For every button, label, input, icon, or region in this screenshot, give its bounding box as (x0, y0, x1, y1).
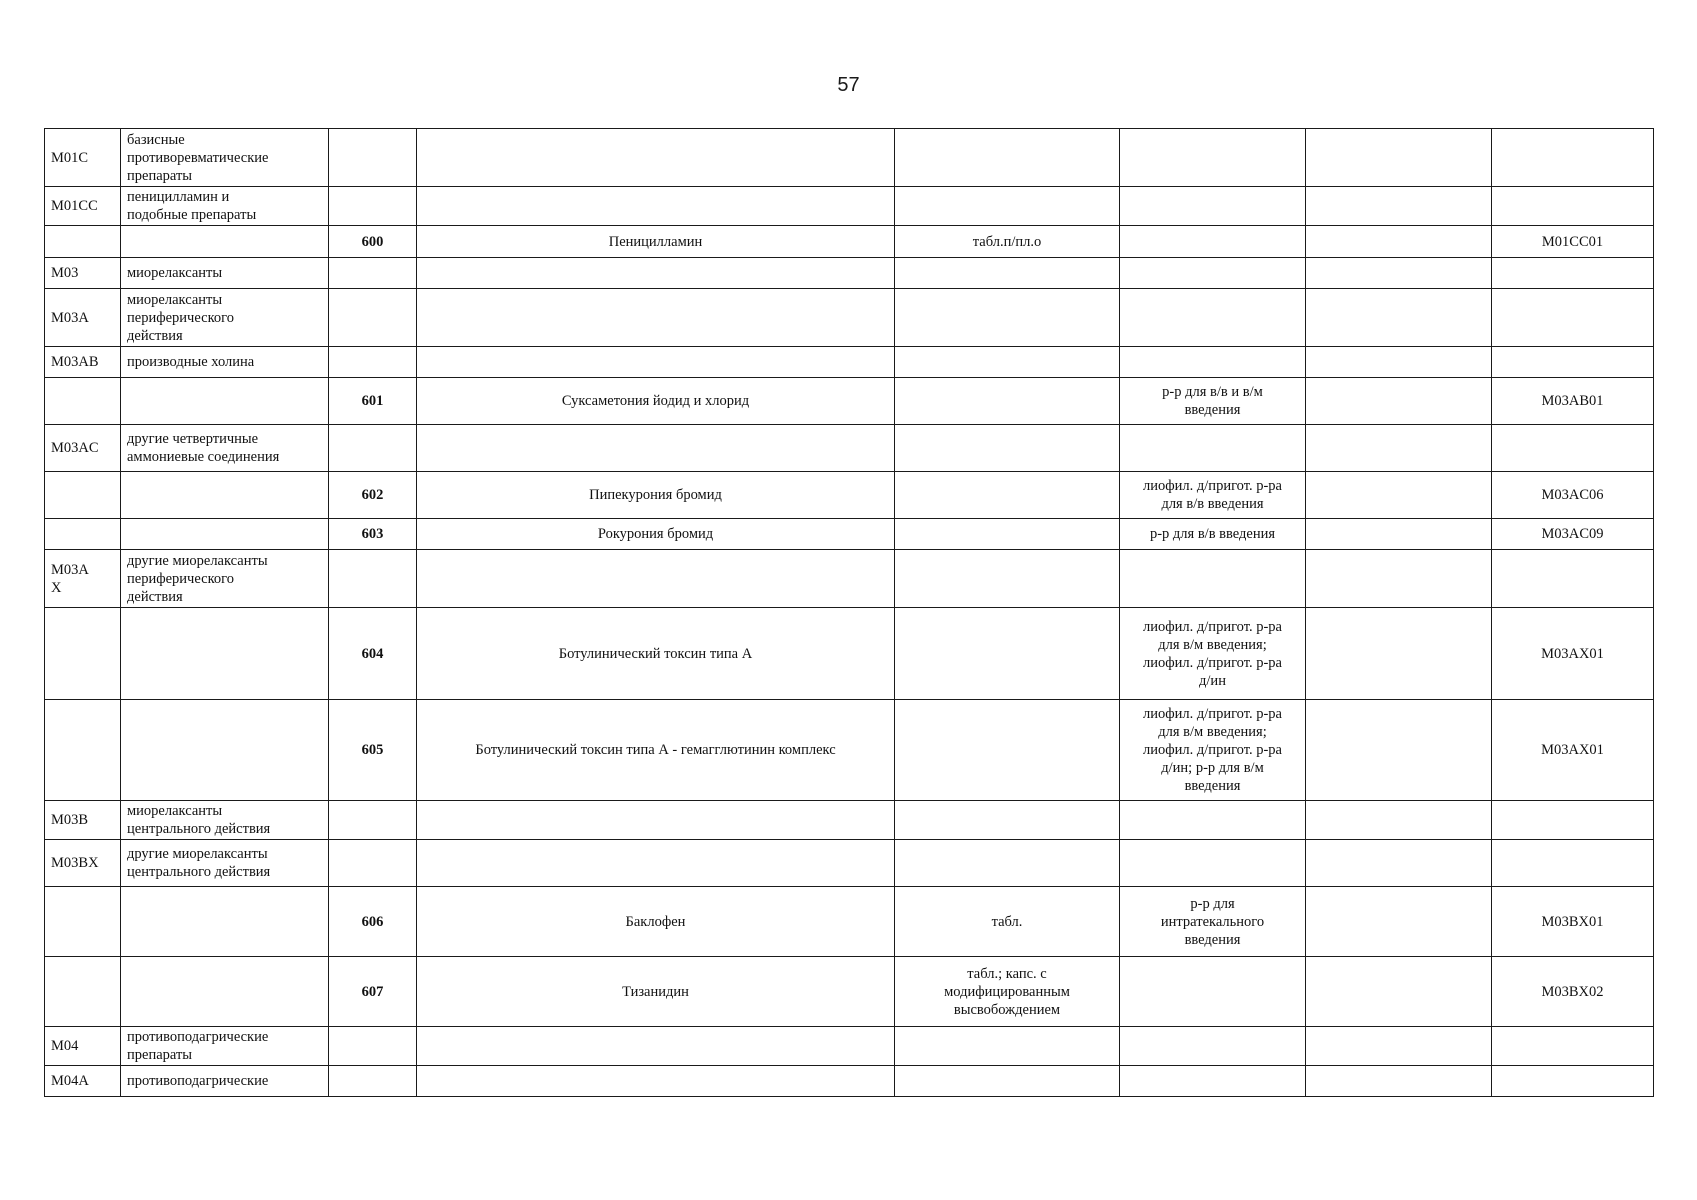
atc-group-code: M01C (45, 129, 121, 187)
dosage-form-tertiary (1306, 187, 1492, 226)
atc-group-name: противоподагрические препараты (121, 1027, 329, 1066)
table-row (45, 801, 1654, 840)
item-number: 607 (329, 957, 417, 1027)
dosage-form-secondary (1120, 289, 1306, 347)
atc-code: M03AX01 (1492, 608, 1654, 700)
dosage-form-tertiary (1306, 289, 1492, 347)
item-number: 602 (329, 472, 417, 519)
drug-name (417, 840, 895, 887)
atc-group-name: пеницилламин и подобные препараты (121, 187, 329, 226)
atc-group-name (121, 519, 329, 550)
atc-group-code (45, 957, 121, 1027)
dosage-form-tertiary (1306, 840, 1492, 887)
dosage-form-tertiary (1306, 347, 1492, 378)
dosage-form-tertiary (1306, 226, 1492, 258)
dosage-form-secondary (1120, 187, 1306, 226)
drug-name (417, 1066, 895, 1097)
dosage-form-secondary (1120, 347, 1306, 378)
table-row (45, 700, 1654, 801)
atc-code (1492, 258, 1654, 289)
atc-group-name (121, 226, 329, 258)
table-row (45, 608, 1654, 700)
atc-group-name: противоподагрические (121, 1066, 329, 1097)
atc-group-name: производные холина (121, 347, 329, 378)
table-row (45, 887, 1654, 957)
dosage-form-tertiary (1306, 425, 1492, 472)
atc-code: M03AX01 (1492, 700, 1654, 801)
table-row (45, 289, 1654, 347)
dosage-form-primary (895, 700, 1120, 801)
dosage-form-secondary (1120, 550, 1306, 608)
atc-group-code: M03AC (45, 425, 121, 472)
dosage-form-primary (895, 608, 1120, 700)
atc-code (1492, 187, 1654, 226)
drug-name: Ботулинический токсин типа А (417, 608, 895, 700)
drug-name (417, 550, 895, 608)
item-number (329, 425, 417, 472)
drug-name: Ботулинический токсин типа А - гемагглютинин комплекс (417, 700, 895, 801)
atc-code (1492, 801, 1654, 840)
atc-group-code: M04A (45, 1066, 121, 1097)
dosage-form-secondary (1120, 957, 1306, 1027)
atc-code (1492, 129, 1654, 187)
atc-code (1492, 1066, 1654, 1097)
dosage-form-tertiary (1306, 700, 1492, 801)
drug-name: Пипекурония бромид (417, 472, 895, 519)
dosage-form-primary (895, 519, 1120, 550)
atc-code: M03BX02 (1492, 957, 1654, 1027)
item-number (329, 258, 417, 289)
dosage-form-primary (895, 472, 1120, 519)
dosage-form-tertiary (1306, 258, 1492, 289)
atc-group-name (121, 608, 329, 700)
dosage-form-primary (895, 187, 1120, 226)
item-number (329, 1066, 417, 1097)
dosage-form-tertiary (1306, 801, 1492, 840)
drug-name (417, 425, 895, 472)
atc-group-code (45, 472, 121, 519)
drug-name: Рокурония бромид (417, 519, 895, 550)
table-row (45, 550, 1654, 608)
dosage-form-primary (895, 1066, 1120, 1097)
atc-group-code: M03B (45, 801, 121, 840)
item-number: 601 (329, 378, 417, 425)
atc-group-code: M03BX (45, 840, 121, 887)
table-row (45, 258, 1654, 289)
atc-group-name: другие миорелаксанты периферического действия (121, 550, 329, 608)
drug-name (417, 347, 895, 378)
dosage-form-primary (895, 801, 1120, 840)
atc-group-name (121, 957, 329, 1027)
table-row (45, 226, 1654, 258)
dosage-form-secondary: р-р для интратекального введения (1120, 887, 1306, 957)
atc-group-name: миорелаксанты периферического действия (121, 289, 329, 347)
item-number: 605 (329, 700, 417, 801)
dosage-form-primary (895, 550, 1120, 608)
dosage-form-secondary: р-р для в/в и в/м введения (1120, 378, 1306, 425)
atc-group-code: M03A (45, 289, 121, 347)
dosage-form-primary (895, 840, 1120, 887)
item-number (329, 129, 417, 187)
dosage-form-secondary: лиофил. д/пригот. р-ра для в/в введения (1120, 472, 1306, 519)
drug-name: Тизанидин (417, 957, 895, 1027)
atc-group-name: базисные противоревматические препараты (121, 129, 329, 187)
item-number (329, 840, 417, 887)
item-number (329, 347, 417, 378)
drug-name: Баклофен (417, 887, 895, 957)
drug-table-body (45, 129, 1654, 1097)
atc-group-name (121, 378, 329, 425)
atc-code: M03AB01 (1492, 378, 1654, 425)
atc-code (1492, 840, 1654, 887)
dosage-form-secondary (1120, 1066, 1306, 1097)
atc-code: M03BX01 (1492, 887, 1654, 957)
dosage-form-secondary (1120, 226, 1306, 258)
dosage-form-secondary (1120, 425, 1306, 472)
dosage-form-primary (895, 129, 1120, 187)
atc-group-code (45, 887, 121, 957)
atc-group-name: миорелаксанты центрального действия (121, 801, 329, 840)
dosage-form-tertiary (1306, 1027, 1492, 1066)
dosage-form-tertiary (1306, 1066, 1492, 1097)
dosage-form-tertiary (1306, 129, 1492, 187)
table-row (45, 425, 1654, 472)
atc-code: M01CC01 (1492, 226, 1654, 258)
table-row (45, 519, 1654, 550)
dosage-form-primary (895, 289, 1120, 347)
table-row (45, 957, 1654, 1027)
item-number (329, 187, 417, 226)
dosage-form-tertiary (1306, 957, 1492, 1027)
atc-group-code: M03A X (45, 550, 121, 608)
atc-group-code (45, 700, 121, 801)
drug-list-table (44, 128, 1654, 1097)
atc-group-code (45, 226, 121, 258)
item-number: 603 (329, 519, 417, 550)
dosage-form-secondary (1120, 801, 1306, 840)
dosage-form-primary (895, 378, 1120, 425)
dosage-form-primary: табл.п/пл.о (895, 226, 1120, 258)
atc-group-name: миорелаксанты (121, 258, 329, 289)
dosage-form-primary: табл. (895, 887, 1120, 957)
item-number (329, 801, 417, 840)
dosage-form-primary (895, 347, 1120, 378)
atc-group-code (45, 608, 121, 700)
atc-group-code: M01CC (45, 187, 121, 226)
dosage-form-tertiary (1306, 472, 1492, 519)
atc-code (1492, 425, 1654, 472)
atc-group-code (45, 378, 121, 425)
table-row (45, 1027, 1654, 1066)
dosage-form-secondary (1120, 1027, 1306, 1066)
atc-group-code: M03 (45, 258, 121, 289)
atc-group-name: другие четвертичные аммониевые соединения (121, 425, 329, 472)
dosage-form-primary (895, 258, 1120, 289)
item-number: 606 (329, 887, 417, 957)
dosage-form-secondary: лиофил. д/пригот. р-ра для в/м введения; лиофил. д/пригот. р-ра д/ин (1120, 608, 1306, 700)
item-number: 600 (329, 226, 417, 258)
atc-code (1492, 289, 1654, 347)
dosage-form-tertiary (1306, 887, 1492, 957)
atc-code (1492, 550, 1654, 608)
item-number (329, 289, 417, 347)
dosage-form-secondary (1120, 129, 1306, 187)
table-row (45, 347, 1654, 378)
table-row (45, 472, 1654, 519)
drug-name (417, 801, 895, 840)
table-row (45, 1066, 1654, 1097)
dosage-form-primary (895, 425, 1120, 472)
atc-code: M03AC06 (1492, 472, 1654, 519)
atc-group-name (121, 887, 329, 957)
dosage-form-secondary: лиофил. д/пригот. р-ра для в/м введения; лиофил. д/пригот. р-ра д/ин; р-р для в/м введения (1120, 700, 1306, 801)
drug-name (417, 129, 895, 187)
atc-group-code: M04 (45, 1027, 121, 1066)
dosage-form-tertiary (1306, 519, 1492, 550)
atc-group-name: другие миорелаксанты центрального действия (121, 840, 329, 887)
table-row (45, 187, 1654, 226)
page-number: 57 (837, 74, 860, 96)
dosage-form-secondary (1120, 840, 1306, 887)
table-row (45, 378, 1654, 425)
atc-group-name (121, 700, 329, 801)
drug-name: Суксаметония йодид и хлорид (417, 378, 895, 425)
dosage-form-secondary: р-р для в/в введения (1120, 519, 1306, 550)
atc-group-code (45, 519, 121, 550)
drug-name: Пеницилламин (417, 226, 895, 258)
drug-name (417, 258, 895, 289)
drug-name (417, 187, 895, 226)
atc-code (1492, 347, 1654, 378)
drug-name (417, 1027, 895, 1066)
item-number (329, 1027, 417, 1066)
atc-code (1492, 1027, 1654, 1066)
dosage-form-secondary (1120, 258, 1306, 289)
atc-group-code: M03AB (45, 347, 121, 378)
drug-name (417, 289, 895, 347)
dosage-form-tertiary (1306, 550, 1492, 608)
atc-group-name (121, 472, 329, 519)
table-row (45, 840, 1654, 887)
dosage-form-primary (895, 1027, 1120, 1066)
dosage-form-tertiary (1306, 608, 1492, 700)
item-number (329, 550, 417, 608)
table-row (45, 129, 1654, 187)
item-number: 604 (329, 608, 417, 700)
atc-code: M03AC09 (1492, 519, 1654, 550)
dosage-form-tertiary (1306, 378, 1492, 425)
dosage-form-primary: табл.; капс. с модифицированным высвобождением (895, 957, 1120, 1027)
